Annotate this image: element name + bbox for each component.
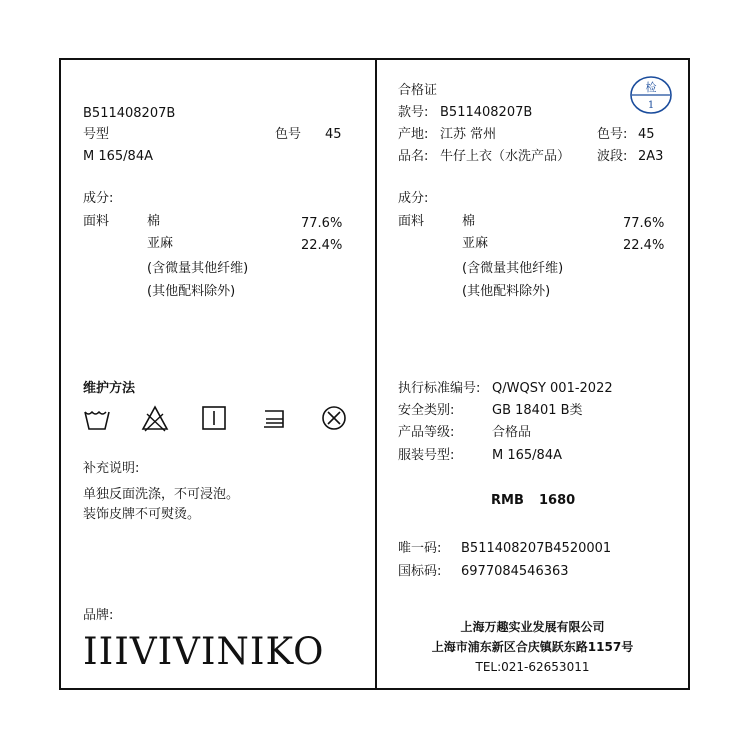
supplement-line: 装饰皮牌不可熨烫。	[83, 507, 201, 522]
material-name: 棉	[462, 214, 476, 229]
apparel-size-label: 服装号型:	[398, 448, 455, 463]
stamp-top-text: 检	[645, 81, 657, 94]
item-value: B511408207B	[440, 105, 533, 120]
material-name: 棉	[147, 214, 161, 229]
price: 1680	[539, 493, 576, 508]
band-value: 2A3	[638, 149, 664, 164]
origin-label: 产地:	[398, 127, 429, 142]
no-dry-clean-icon	[320, 404, 348, 432]
company-name: 上海万趣实业发展有限公司	[460, 620, 605, 634]
standard-value: Q/WQSY 001-2022	[492, 381, 613, 396]
material-percent: 22.4%	[623, 238, 665, 253]
brand-logo: IIIVIVINIKO	[83, 630, 325, 673]
certificate-title: 合格证	[398, 83, 438, 98]
fabric-label: 面料	[83, 214, 110, 229]
size-value: M 165/84A	[83, 149, 153, 164]
item-code: B511408207B	[83, 106, 176, 121]
product-name-value: 牛仔上衣（水洗产品）	[440, 149, 571, 164]
brand-label: 品牌:	[83, 608, 114, 623]
inspection-stamp	[629, 75, 673, 115]
composition-title: 成分:	[398, 191, 429, 206]
grade-value: 合格品	[492, 425, 532, 440]
composition-note: (含微量其他纤维)	[462, 261, 564, 276]
composition-note: (其他配料除外)	[147, 284, 236, 299]
composition-note: (含微量其他纤维)	[147, 261, 249, 276]
standard-label: 执行标准编号:	[398, 381, 481, 396]
item-label: 款号:	[398, 105, 429, 120]
currency: RMB	[491, 493, 524, 508]
apparel-size-value: M 165/84A	[492, 448, 562, 463]
color-label: 色号	[275, 127, 302, 142]
unique-code-label: 唯一码:	[398, 541, 442, 556]
material-name: 亚麻	[462, 236, 489, 251]
iron-icon	[260, 404, 288, 432]
material-name: 亚麻	[147, 236, 174, 251]
safety-value: GB 18401 B类	[492, 403, 583, 418]
composition-note: (其他配料除外)	[462, 284, 551, 299]
band-label: 波段:	[597, 149, 628, 164]
material-percent: 77.6%	[623, 216, 665, 231]
size-label: 号型	[83, 127, 110, 142]
color-value: 45	[638, 127, 655, 142]
grade-label: 产品等级:	[398, 425, 455, 440]
supplement-title: 补充说明:	[83, 461, 140, 476]
supplement-line: 单独反面洗涤，不可浸泡。	[83, 487, 240, 502]
material-percent: 22.4%	[301, 238, 343, 253]
composition-title: 成分:	[83, 191, 114, 206]
care-label-panel	[59, 58, 377, 690]
product-name-label: 品名:	[398, 149, 429, 164]
unique-code-value: B511408207B4520001	[461, 541, 612, 556]
certificate-panel	[375, 58, 690, 690]
stamp-bottom-text: 1	[647, 100, 655, 111]
ean-label: 国标码:	[398, 564, 442, 579]
hand-wash-icon	[83, 404, 111, 432]
color-value: 45	[325, 127, 342, 142]
care-title: 维护方法	[83, 381, 136, 396]
material-percent: 77.6%	[301, 216, 343, 231]
no-bleach-icon	[141, 404, 169, 432]
color-label: 色号:	[597, 127, 628, 142]
fabric-label: 面料	[398, 214, 425, 229]
ean-value: 6977084546363	[461, 564, 569, 579]
tumble-dry-icon	[200, 404, 228, 432]
company-address: 上海市浦东新区合庆镇跃东路1157号	[431, 640, 634, 654]
safety-label: 安全类别:	[398, 403, 455, 418]
company-tel: TEL:021-62653011	[475, 660, 590, 674]
origin-value: 江苏 常州	[440, 127, 497, 142]
